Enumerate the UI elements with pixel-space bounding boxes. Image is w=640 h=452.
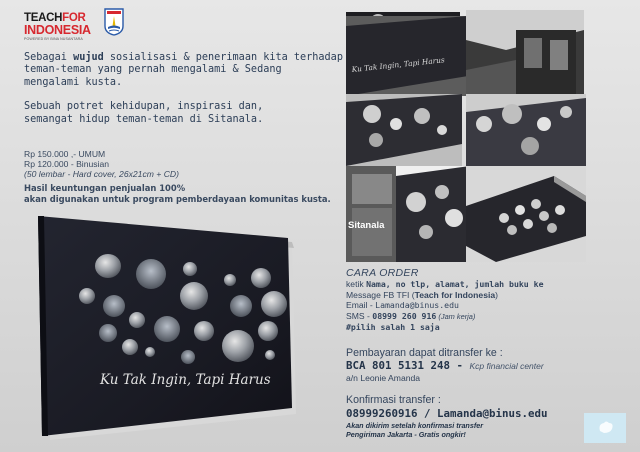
photo-book-title xyxy=(346,16,468,96)
order-title: CARA ORDER xyxy=(346,267,419,279)
book-title: Ku Tak Ingin, Tapi Harus xyxy=(100,372,271,388)
logo-indonesia: INDONESIA xyxy=(24,23,91,37)
payment-account-name: a/n Leonie Amanda xyxy=(346,373,421,383)
confirm-contact: 08999260916 / Lamanda@binus.edu xyxy=(346,407,548,420)
corner-badge-icon xyxy=(584,413,626,443)
confirm-heading: Konfirmasi transfer : xyxy=(346,394,441,406)
book-spec: (50 lembar - Hard cover, 26x21cm + CD) xyxy=(24,169,179,180)
order-email: Lamanda@binus.edu xyxy=(375,300,459,311)
photo-pages-1 xyxy=(346,94,462,166)
photo-stacked-books xyxy=(466,166,586,262)
photo-sitanala-text: Sitanala xyxy=(348,220,385,231)
logo-tagline: POWERED BY BINA NUSANTARA xyxy=(24,37,83,41)
price-list xyxy=(24,149,179,180)
intro-emphasis: wujud xyxy=(73,52,104,63)
logo-teach: TEACH xyxy=(24,12,63,24)
intro-text: Sebagai wujud sosialisasi & penerimaan kita terhadap teman-teman yang pernah mengalami & Sedang mengalami kusta. Sebuah potret kehidupan, inspirasi dan, semangat hidup teman-teman di Sitanala. xyxy=(24,52,343,125)
profit-statement: Hasil keuntungan penjualan 100% akan digunakan untuk program pemberdayaan komunitas kusta. xyxy=(24,183,331,204)
jakarta-emblem-icon xyxy=(104,8,124,36)
teach-for-indonesia-logo xyxy=(24,13,102,41)
book-cover-image xyxy=(30,214,314,446)
payment-heading: Pembayaran dapat ditransfer ke : xyxy=(346,347,503,359)
payment-account: BCA 801 5131 248 - Kcp financial center xyxy=(346,359,544,372)
order-instructions: CARA ORDER ketik Nama, no tlp, alamat, jumlah buku ke Message FB TFI (Teach for Indonesia) Email - Lamanda@binus.edu SMS - 08999 260 916 (Jam kerja) #pilih salah 1 saja xyxy=(346,267,636,333)
order-sms: 08999 260 916 xyxy=(372,310,437,321)
price-umum: Rp 150.000 ,- UMUM xyxy=(24,149,106,159)
photo-closeup xyxy=(466,94,586,166)
delivery-note: Akan dikirim setelah konfirmasi transfer Pengiriman Jakarta - Gratis ongkir! xyxy=(346,421,484,439)
photo-building xyxy=(466,10,584,96)
photo-book-title-text: Ku Tak Ingin, Tapi Harus xyxy=(351,55,446,74)
logo-for: FOR xyxy=(62,12,86,24)
price-binusian: Rp 120.000 - Binusian xyxy=(24,159,110,170)
photo-sitanala xyxy=(346,166,470,262)
